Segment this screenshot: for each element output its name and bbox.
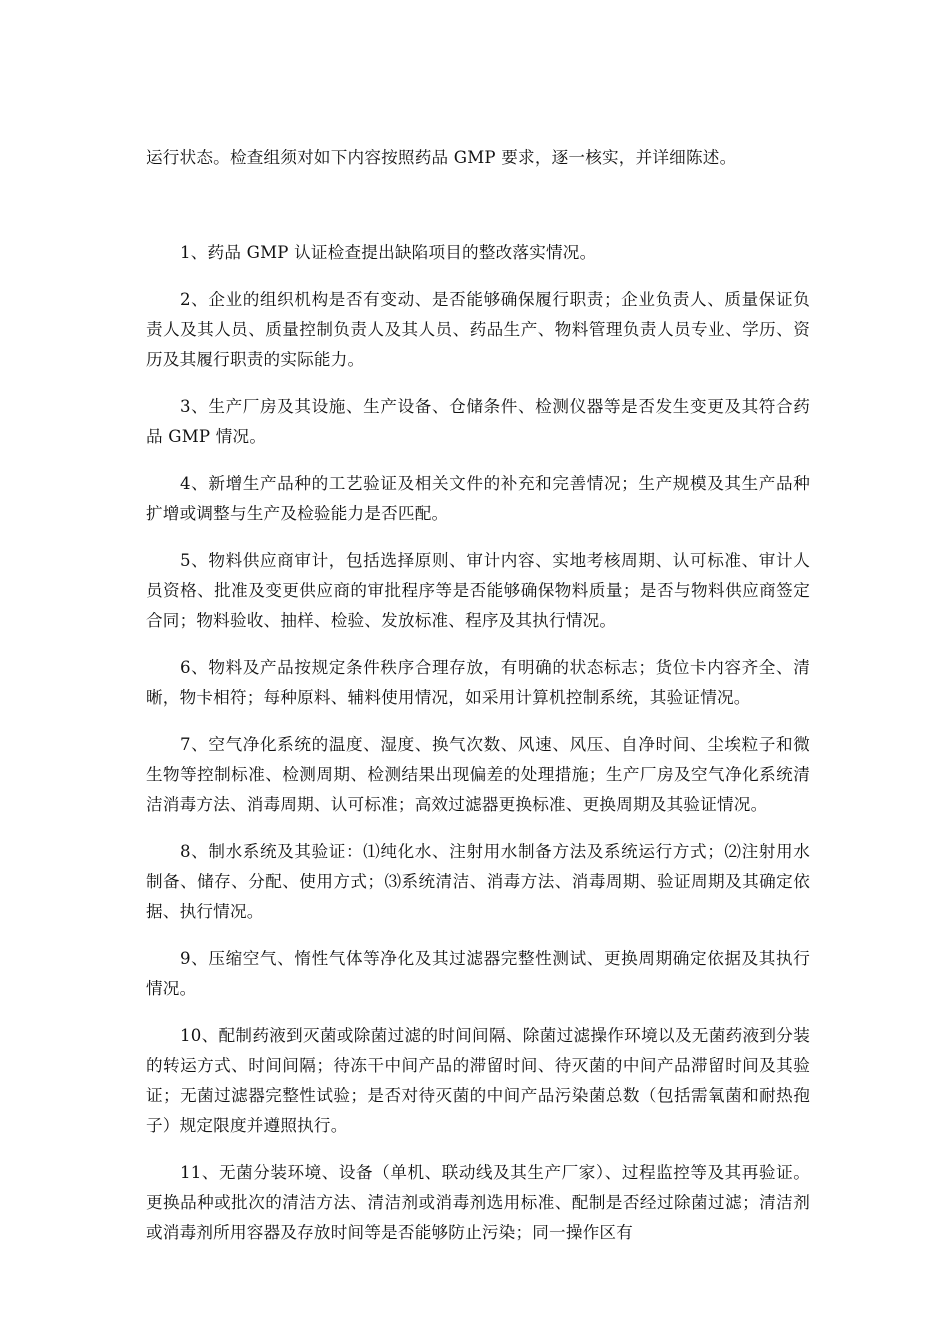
inspection-item: 5、物料供应商审计，包括选择原则、审计内容、实地考核周期、认可标准、审计人员资格、批准及变更供应商的审批程序等是否能够确保物料质量；是否与物料供应商签定合同；物料验收、抽样、检验、发放标准、程序及其执行情况。 [146, 551, 810, 630]
intro-text: 运行状态。检查组须对如下内容按照药品 GMP 要求，逐一核实，并详细陈述。 [146, 148, 737, 167]
inspection-item: 2、企业的组织机构是否有变动、是否能够确保履行职责；企业负责人、质量保证负责人及其人员、质量控制负责人及其人员、药品生产、物料管理负责人员专业、学历、资历及其履行职责的实际能力。 [146, 290, 810, 369]
document-intro-paragraph [146, 143, 810, 173]
inspection-item: 8、制水系统及其验证：⑴纯化水、注射用水制备方法及系统运行方式；⑵注射用水制备、储存、分配、使用方式；⑶系统清洁、消毒方法、消毒周期、验证周期及其确定依据、执行情况。 [146, 842, 810, 921]
inspection-item-list [146, 238, 810, 1265]
inspection-item: 11、无菌分装环境、设备（单机、联动线及其生产厂家）、过程监控等及其再验证。更换品种或批次的清洁方法、清洁剂或消毒剂选用标准、配制是否经过除菌过滤；清洁剂或消毒剂所用容器及存放时间等是否能够防止污染；同一操作区有 [146, 1163, 810, 1242]
inspection-item: 3、生产厂房及其设施、生产设备、仓储条件、检测仪器等是否发生变更及其符合药品 GMP 情况。 [146, 397, 810, 446]
inspection-item: 10、配制药液到灭菌或除菌过滤的时间间隔、除菌过滤操作环境以及无菌药液到分装的转运方式、时间间隔；待冻干中间产品的滞留时间、待灭菌的中间产品滞留时间及其验证；无菌过滤器完整性试验；是否对待灭菌的中间产品污染菌总数（包括需氧菌和耐热孢子）规定限度并遵照执行。 [146, 1026, 810, 1135]
inspection-item: 1、药品 GMP 认证检查提出缺陷项目的整改落实情况。 [180, 243, 597, 262]
inspection-item: 6、物料及产品按规定条件秩序合理存放，有明确的状态标志；货位卡内容齐全、清晰，物卡相符；每种原料、辅料使用情况，如采用计算机控制系统，其验证情况。 [146, 658, 810, 707]
inspection-item: 7、空气净化系统的温度、湿度、换气次数、风速、风压、自净时间、尘埃粒子和微生物等控制标准、检测周期、检测结果出现偏差的处理措施；生产厂房及空气净化系统清洁消毒方法、消毒周期、认可标准；高效过滤器更换标准、更换周期及其验证情况。 [146, 735, 810, 814]
inspection-item: 9、压缩空气、惰性气体等净化及其过滤器完整性测试、更换周期确定依据及其执行情况。 [146, 949, 810, 998]
inspection-item: 4、新增生产品种的工艺验证及相关文件的补充和完善情况；生产规模及其生产品种扩增或调整与生产及检验能力是否匹配。 [146, 474, 810, 523]
